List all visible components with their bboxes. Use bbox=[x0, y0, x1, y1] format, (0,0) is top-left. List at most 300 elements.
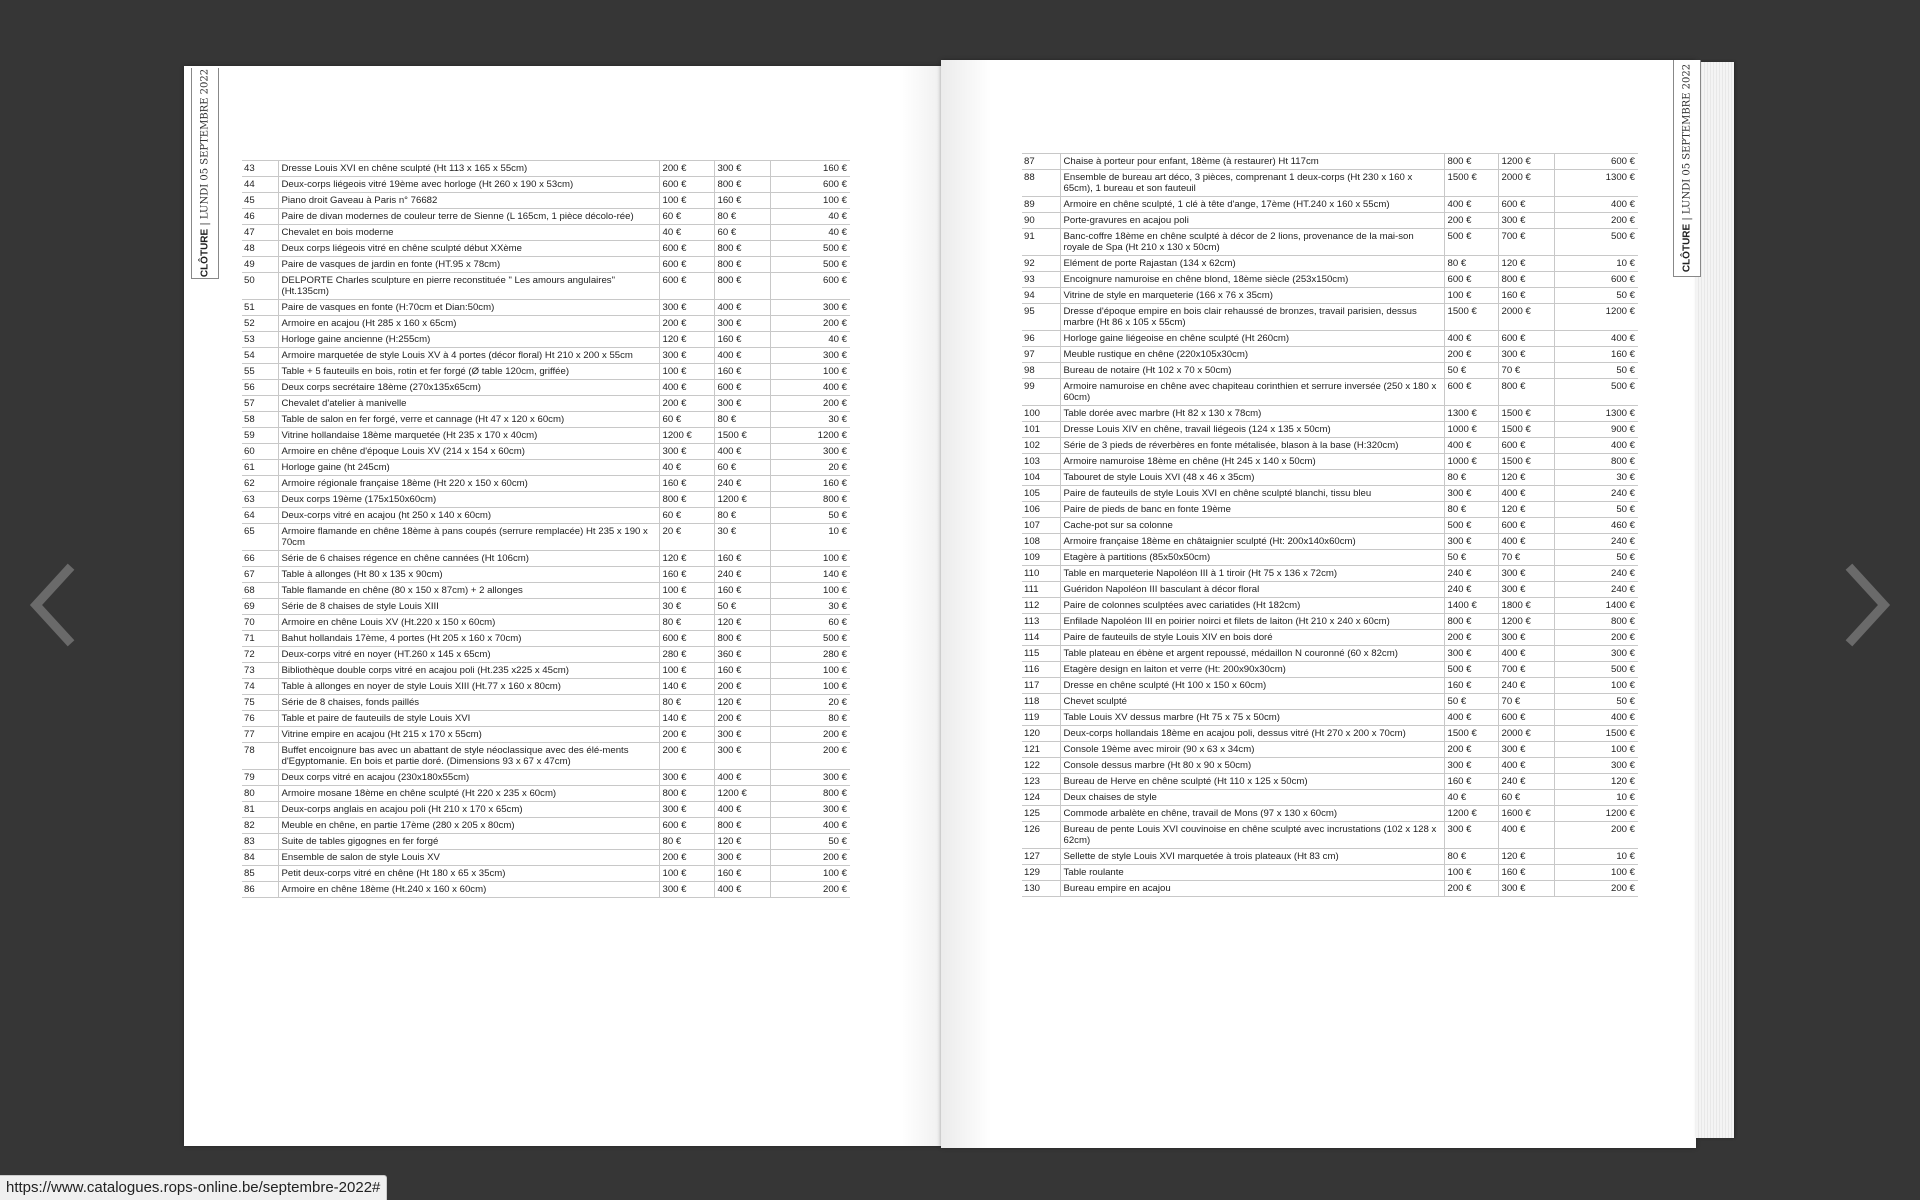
estimate-high: 60 € bbox=[714, 460, 770, 476]
lot-number: 129 bbox=[1022, 865, 1060, 881]
estimate-low: 40 € bbox=[659, 225, 714, 241]
estimate-low: 300 € bbox=[659, 348, 714, 364]
estimate-high: 800 € bbox=[714, 818, 770, 834]
lot-row bbox=[242, 647, 850, 663]
previous-page-button[interactable] bbox=[22, 560, 82, 650]
reserve-price: 600 € bbox=[1554, 154, 1638, 170]
estimate-low: 100 € bbox=[659, 583, 714, 599]
estimate-low: 240 € bbox=[1444, 566, 1498, 582]
lot-description: Armoire en chêne sculpté, 1 clé à tête d'ange, 17ème (HT.240 x 160 x 55cm) bbox=[1060, 197, 1444, 213]
reserve-price: 500 € bbox=[770, 631, 850, 647]
lot-number: 55 bbox=[242, 364, 278, 380]
lot-row bbox=[1022, 256, 1638, 272]
reserve-price: 240 € bbox=[1554, 566, 1638, 582]
estimate-high: 400 € bbox=[1498, 534, 1554, 550]
estimate-low: 300 € bbox=[1444, 822, 1498, 849]
estimate-low: 1400 € bbox=[1444, 598, 1498, 614]
estimate-high: 1200 € bbox=[714, 786, 770, 802]
reserve-price: 1300 € bbox=[1554, 170, 1638, 197]
lot-row bbox=[1022, 710, 1638, 726]
lot-description: Armoire namuroise 18ème en chêne (Ht 245 x 140 x 50cm) bbox=[1060, 454, 1444, 470]
estimate-high: 360 € bbox=[714, 647, 770, 663]
lot-number: 125 bbox=[1022, 806, 1060, 822]
reserve-price: 100 € bbox=[770, 551, 850, 567]
estimate-high: 700 € bbox=[1498, 229, 1554, 256]
estimate-high: 400 € bbox=[1498, 486, 1554, 502]
lot-number: 86 bbox=[242, 882, 278, 898]
lot-description: Armoire en acajou (Ht 285 x 160 x 65cm) bbox=[278, 316, 659, 332]
reserve-price: 50 € bbox=[1554, 288, 1638, 304]
lot-row bbox=[242, 193, 850, 209]
lot-description: Paire de pieds de banc en fonte 19ème bbox=[1060, 502, 1444, 518]
reserve-price: 200 € bbox=[770, 396, 850, 412]
estimate-high: 400 € bbox=[714, 802, 770, 818]
estimate-low: 100 € bbox=[659, 364, 714, 380]
lot-description: Deux corps 19ème (175x150x60cm) bbox=[278, 492, 659, 508]
reserve-price: 600 € bbox=[1554, 272, 1638, 288]
lot-description: Bureau de Herve en chêne sculpté (Ht 110 x 125 x 50cm) bbox=[1060, 774, 1444, 790]
estimate-low: 20 € bbox=[659, 524, 714, 551]
reserve-price: 300 € bbox=[1554, 646, 1638, 662]
estimate-low: 1200 € bbox=[659, 428, 714, 444]
reserve-price: 200 € bbox=[770, 727, 850, 743]
estimate-high: 2000 € bbox=[1498, 304, 1554, 331]
lot-row bbox=[242, 492, 850, 508]
reserve-price: 20 € bbox=[770, 695, 850, 711]
lot-number: 77 bbox=[242, 727, 278, 743]
lot-row bbox=[1022, 170, 1638, 197]
estimate-low: 50 € bbox=[1444, 694, 1498, 710]
lot-description: Dresse Louis XVI en chêne sculpté (Ht 113 x 165 x 55cm) bbox=[278, 161, 659, 177]
reserve-price: 200 € bbox=[770, 316, 850, 332]
estimate-low: 50 € bbox=[1444, 550, 1498, 566]
lot-description: Porte-gravures en acajou poli bbox=[1060, 213, 1444, 229]
page-stack-edge bbox=[1696, 62, 1734, 1138]
estimate-low: 60 € bbox=[659, 508, 714, 524]
reserve-price: 50 € bbox=[1554, 550, 1638, 566]
lot-number: 98 bbox=[1022, 363, 1060, 379]
reserve-price: 50 € bbox=[770, 834, 850, 850]
estimate-high: 200 € bbox=[714, 679, 770, 695]
lot-row bbox=[242, 743, 850, 770]
lot-description: Série de 8 chaises de style Louis XIII bbox=[278, 599, 659, 615]
lot-number: 56 bbox=[242, 380, 278, 396]
estimate-low: 200 € bbox=[659, 396, 714, 412]
estimate-low: 300 € bbox=[1444, 534, 1498, 550]
lot-row bbox=[1022, 758, 1638, 774]
lot-number: 48 bbox=[242, 241, 278, 257]
lot-description: Banc-coffre 18ème en chêne sculpté à décor de 2 lions, provenance de la mai-son royale de Spa (Ht 210 x 130 x 50cm) bbox=[1060, 229, 1444, 256]
estimate-high: 120 € bbox=[1498, 256, 1554, 272]
reserve-price: 40 € bbox=[770, 225, 850, 241]
lot-description: Etagère design en laiton et verre (Ht: 200x90x30cm) bbox=[1060, 662, 1444, 678]
lot-description: Paire de fauteuils de style Louis XVI en chêne sculpté blanchi, tissu bleu bbox=[1060, 486, 1444, 502]
reserve-price: 200 € bbox=[1554, 213, 1638, 229]
reserve-price: 300 € bbox=[770, 444, 850, 460]
lot-number: 82 bbox=[242, 818, 278, 834]
reserve-price: 800 € bbox=[770, 786, 850, 802]
reserve-price: 400 € bbox=[1554, 197, 1638, 213]
lot-row bbox=[242, 364, 850, 380]
estimate-high: 160 € bbox=[714, 193, 770, 209]
lot-row bbox=[242, 412, 850, 428]
reserve-price: 10 € bbox=[1554, 849, 1638, 865]
estimate-high: 800 € bbox=[714, 241, 770, 257]
lot-row bbox=[1022, 534, 1638, 550]
lot-number: 60 bbox=[242, 444, 278, 460]
lot-description: Ensemble de bureau art déco, 3 pièces, comprenant 1 deux-corps (Ht 230 x 160 x 65cm), 1 bureau et son fauteuil bbox=[1060, 170, 1444, 197]
lot-number: 53 bbox=[242, 332, 278, 348]
estimate-high: 300 € bbox=[1498, 566, 1554, 582]
lot-description: Table flamande en chêne (80 x 150 x 87cm) + 2 allonges bbox=[278, 583, 659, 599]
lot-number: 62 bbox=[242, 476, 278, 492]
estimate-high: 1200 € bbox=[1498, 154, 1554, 170]
lot-row bbox=[1022, 678, 1638, 694]
lot-number: 89 bbox=[1022, 197, 1060, 213]
lot-number: 108 bbox=[1022, 534, 1060, 550]
side-tab-left bbox=[191, 68, 219, 279]
estimate-low: 300 € bbox=[659, 300, 714, 316]
lot-description: Table plateau en ébène et argent repoussé, médaillon N couronné (60 x 82cm) bbox=[1060, 646, 1444, 662]
lot-number: 94 bbox=[1022, 288, 1060, 304]
estimate-low: 100 € bbox=[1444, 865, 1498, 881]
estimate-high: 160 € bbox=[714, 866, 770, 882]
lot-description: Deux-corps vitré en acajou (ht 250 x 140 x 60cm) bbox=[278, 508, 659, 524]
estimate-low: 400 € bbox=[1444, 331, 1498, 347]
lot-number: 64 bbox=[242, 508, 278, 524]
lot-row bbox=[1022, 363, 1638, 379]
lot-number: 63 bbox=[242, 492, 278, 508]
estimate-low: 1500 € bbox=[1444, 304, 1498, 331]
lot-number: 52 bbox=[242, 316, 278, 332]
lot-row bbox=[1022, 518, 1638, 534]
estimate-low: 400 € bbox=[1444, 710, 1498, 726]
lot-number: 121 bbox=[1022, 742, 1060, 758]
lot-row bbox=[242, 786, 850, 802]
estimate-low: 200 € bbox=[1444, 213, 1498, 229]
lot-row bbox=[1022, 229, 1638, 256]
lot-row bbox=[242, 631, 850, 647]
lot-number: 96 bbox=[1022, 331, 1060, 347]
lot-description: Vitrine de style en marqueterie (166 x 76 x 35cm) bbox=[1060, 288, 1444, 304]
estimate-low: 400 € bbox=[1444, 197, 1498, 213]
lot-row bbox=[1022, 197, 1638, 213]
reserve-price: 100 € bbox=[1554, 865, 1638, 881]
estimate-high: 160 € bbox=[714, 663, 770, 679]
estimate-high: 1500 € bbox=[1498, 406, 1554, 422]
estimate-low: 800 € bbox=[659, 786, 714, 802]
estimate-high: 300 € bbox=[1498, 881, 1554, 897]
lot-number: 118 bbox=[1022, 694, 1060, 710]
estimate-high: 600 € bbox=[1498, 518, 1554, 534]
lot-description: Console 19ème avec miroir (90 x 63 x 34cm) bbox=[1060, 742, 1444, 758]
estimate-low: 800 € bbox=[1444, 614, 1498, 630]
estimate-low: 100 € bbox=[659, 866, 714, 882]
reserve-price: 500 € bbox=[1554, 379, 1638, 406]
lot-number: 101 bbox=[1022, 422, 1060, 438]
estimate-high: 70 € bbox=[1498, 694, 1554, 710]
lot-row bbox=[242, 663, 850, 679]
lot-description: Bahut hollandais 17ème, 4 portes (Ht 205 x 160 x 70cm) bbox=[278, 631, 659, 647]
estimate-high: 300 € bbox=[1498, 213, 1554, 229]
lot-number: 50 bbox=[242, 273, 278, 300]
reserve-price: 1500 € bbox=[1554, 726, 1638, 742]
estimate-high: 1600 € bbox=[1498, 806, 1554, 822]
lot-number: 127 bbox=[1022, 849, 1060, 865]
lot-row bbox=[242, 257, 850, 273]
lot-number: 111 bbox=[1022, 582, 1060, 598]
estimate-low: 40 € bbox=[1444, 790, 1498, 806]
estimate-low: 600 € bbox=[1444, 379, 1498, 406]
reserve-price: 30 € bbox=[770, 412, 850, 428]
lot-description: Table dorée avec marbre (Ht 82 x 130 x 78cm) bbox=[1060, 406, 1444, 422]
lot-description: Deux corps vitré en acajou (230x180x55cm) bbox=[278, 770, 659, 786]
lot-description: Encoignure namuroise en chêne blond, 18ème siècle (253x150cm) bbox=[1060, 272, 1444, 288]
lot-number: 87 bbox=[1022, 154, 1060, 170]
reserve-price: 50 € bbox=[770, 508, 850, 524]
lot-row bbox=[242, 161, 850, 177]
lot-row bbox=[1022, 694, 1638, 710]
lot-description: Série de 6 chaises régence en chêne cannées (Ht 106cm) bbox=[278, 551, 659, 567]
lot-row bbox=[242, 380, 850, 396]
lot-row bbox=[1022, 646, 1638, 662]
estimate-high: 300 € bbox=[714, 316, 770, 332]
estimate-high: 800 € bbox=[714, 273, 770, 300]
lot-description: Buffet encoignure bas avec un abattant de style néoclassique avec des élé-ments d'Egyptomanie. En bois et partie doré. (Dimensions 93 x 67 x 47cm) bbox=[278, 743, 659, 770]
lot-description: Vitrine empire en acajou (Ht 215 x 170 x 55cm) bbox=[278, 727, 659, 743]
lot-number: 113 bbox=[1022, 614, 1060, 630]
lot-table-left bbox=[242, 160, 850, 898]
status-bar-url: https://www.catalogues.rops-online.be/septembre-2022# bbox=[0, 1175, 387, 1200]
lot-number: 91 bbox=[1022, 229, 1060, 256]
lot-description: Table Louis XV dessus marbre (Ht 75 x 75 x 50cm) bbox=[1060, 710, 1444, 726]
lot-row bbox=[1022, 154, 1638, 170]
lot-row bbox=[1022, 470, 1638, 486]
lot-number: 110 bbox=[1022, 566, 1060, 582]
lot-description: Deux-corps anglais en acajou poli (Ht 210 x 170 x 65cm) bbox=[278, 802, 659, 818]
lot-description: Horloge gaine liégeoise en chêne sculpté (Ht 260cm) bbox=[1060, 331, 1444, 347]
lot-number: 66 bbox=[242, 551, 278, 567]
estimate-low: 600 € bbox=[659, 241, 714, 257]
reserve-price: 500 € bbox=[1554, 229, 1638, 256]
estimate-low: 800 € bbox=[659, 492, 714, 508]
reserve-price: 100 € bbox=[1554, 742, 1638, 758]
lot-description: Paire de divan modernes de couleur terre de Sienne (L 165cm, 1 pièce décolo-rée) bbox=[278, 209, 659, 225]
estimate-high: 300 € bbox=[1498, 630, 1554, 646]
estimate-low: 80 € bbox=[1444, 502, 1498, 518]
estimate-low: 300 € bbox=[659, 802, 714, 818]
lot-number: 106 bbox=[1022, 502, 1060, 518]
reserve-price: 100 € bbox=[1554, 678, 1638, 694]
estimate-low: 400 € bbox=[659, 380, 714, 396]
reserve-price: 200 € bbox=[1554, 822, 1638, 849]
reserve-price: 100 € bbox=[770, 583, 850, 599]
estimate-high: 800 € bbox=[714, 257, 770, 273]
lot-number: 104 bbox=[1022, 470, 1060, 486]
reserve-price: 1400 € bbox=[1554, 598, 1638, 614]
estimate-low: 300 € bbox=[659, 882, 714, 898]
estimate-high: 300 € bbox=[714, 850, 770, 866]
estimate-high: 400 € bbox=[1498, 822, 1554, 849]
estimate-low: 100 € bbox=[1444, 288, 1498, 304]
lot-row bbox=[1022, 849, 1638, 865]
reserve-price: 100 € bbox=[770, 679, 850, 695]
lot-number: 59 bbox=[242, 428, 278, 444]
estimate-high: 60 € bbox=[714, 225, 770, 241]
lot-row bbox=[1022, 288, 1638, 304]
estimate-high: 300 € bbox=[1498, 347, 1554, 363]
lot-number: 57 bbox=[242, 396, 278, 412]
estimate-high: 600 € bbox=[714, 380, 770, 396]
next-page-button[interactable] bbox=[1838, 560, 1898, 650]
estimate-low: 60 € bbox=[659, 412, 714, 428]
lot-row bbox=[1022, 272, 1638, 288]
reserve-price: 400 € bbox=[1554, 331, 1638, 347]
estimate-low: 1200 € bbox=[1444, 806, 1498, 822]
side-tab-right bbox=[1673, 60, 1701, 277]
lot-number: 84 bbox=[242, 850, 278, 866]
estimate-low: 280 € bbox=[659, 647, 714, 663]
reserve-price: 300 € bbox=[770, 770, 850, 786]
estimate-high: 2000 € bbox=[1498, 170, 1554, 197]
reserve-price: 300 € bbox=[770, 300, 850, 316]
lot-number: 65 bbox=[242, 524, 278, 551]
estimate-low: 1000 € bbox=[1444, 422, 1498, 438]
reserve-price: 1200 € bbox=[1554, 806, 1638, 822]
estimate-high: 400 € bbox=[714, 882, 770, 898]
lot-description: Bureau de notaire (Ht 102 x 70 x 50cm) bbox=[1060, 363, 1444, 379]
reserve-price: 30 € bbox=[1554, 470, 1638, 486]
reserve-price: 120 € bbox=[1554, 774, 1638, 790]
lot-description: Série de 8 chaises, fonds paillés bbox=[278, 695, 659, 711]
lot-description: Table en marqueterie Napoléon III à 1 tiroir (Ht 75 x 136 x 72cm) bbox=[1060, 566, 1444, 582]
lot-description: Paire de vasques en fonte (H:70cm et Dian:50cm) bbox=[278, 300, 659, 316]
estimate-high: 600 € bbox=[1498, 438, 1554, 454]
estimate-high: 300 € bbox=[1498, 582, 1554, 598]
lot-description: Elément de porte Rajastan (134 x 62cm) bbox=[1060, 256, 1444, 272]
estimate-low: 120 € bbox=[659, 551, 714, 567]
lot-row bbox=[242, 834, 850, 850]
side-tab-text: CLÔTURE | LUNDI 05 SEPTEMBRE 2022 bbox=[1681, 63, 1693, 273]
estimate-low: 100 € bbox=[659, 663, 714, 679]
lot-description: Table et paire de fauteuils de style Louis XVI bbox=[278, 711, 659, 727]
lot-row bbox=[242, 444, 850, 460]
estimate-low: 600 € bbox=[659, 631, 714, 647]
reserve-price: 1300 € bbox=[1554, 406, 1638, 422]
estimate-low: 80 € bbox=[1444, 256, 1498, 272]
estimate-high: 1500 € bbox=[714, 428, 770, 444]
lot-description: Armoire en chêne 18ème (Ht.240 x 160 x 60cm) bbox=[278, 882, 659, 898]
reserve-price: 30 € bbox=[770, 599, 850, 615]
lot-row bbox=[242, 850, 850, 866]
lot-row bbox=[242, 866, 850, 882]
estimate-low: 500 € bbox=[1444, 229, 1498, 256]
lot-row bbox=[1022, 630, 1638, 646]
estimate-high: 120 € bbox=[1498, 849, 1554, 865]
estimate-high: 240 € bbox=[714, 567, 770, 583]
estimate-low: 160 € bbox=[659, 476, 714, 492]
lot-number: 114 bbox=[1022, 630, 1060, 646]
estimate-high: 120 € bbox=[1498, 502, 1554, 518]
lot-number: 122 bbox=[1022, 758, 1060, 774]
lot-description: Meuble rustique en chêne (220x105x30cm) bbox=[1060, 347, 1444, 363]
lot-row bbox=[1022, 806, 1638, 822]
lot-number: 109 bbox=[1022, 550, 1060, 566]
estimate-low: 200 € bbox=[659, 743, 714, 770]
lot-description: Ensemble de salon de style Louis XV bbox=[278, 850, 659, 866]
reserve-price: 500 € bbox=[770, 257, 850, 273]
reserve-price: 140 € bbox=[770, 567, 850, 583]
lot-row bbox=[1022, 213, 1638, 229]
lot-row bbox=[242, 316, 850, 332]
reserve-price: 460 € bbox=[1554, 518, 1638, 534]
lot-row bbox=[242, 209, 850, 225]
lot-number: 69 bbox=[242, 599, 278, 615]
estimate-low: 140 € bbox=[659, 711, 714, 727]
lot-description: Horloge gaine ancienne (H:255cm) bbox=[278, 332, 659, 348]
lot-number: 124 bbox=[1022, 790, 1060, 806]
reserve-price: 10 € bbox=[770, 524, 850, 551]
lot-number: 85 bbox=[242, 866, 278, 882]
estimate-high: 600 € bbox=[1498, 197, 1554, 213]
reserve-price: 800 € bbox=[1554, 614, 1638, 630]
reserve-price: 400 € bbox=[770, 818, 850, 834]
lot-number: 83 bbox=[242, 834, 278, 850]
lot-row bbox=[242, 818, 850, 834]
lot-number: 54 bbox=[242, 348, 278, 364]
estimate-high: 120 € bbox=[714, 834, 770, 850]
lot-number: 97 bbox=[1022, 347, 1060, 363]
estimate-low: 1500 € bbox=[1444, 170, 1498, 197]
lot-number: 88 bbox=[1022, 170, 1060, 197]
estimate-low: 60 € bbox=[659, 209, 714, 225]
lot-description: Deux-corps hollandais 18ème en acajou poli, dessus vitré (Ht 270 x 200 x 70cm) bbox=[1060, 726, 1444, 742]
lot-row bbox=[242, 524, 850, 551]
reserve-price: 200 € bbox=[1554, 630, 1638, 646]
lot-row bbox=[242, 225, 850, 241]
lot-row bbox=[242, 770, 850, 786]
estimate-low: 80 € bbox=[1444, 470, 1498, 486]
lot-description: Table + 5 fauteuils en bois, rotin et fer forgé (Ø table 120cm, griffée) bbox=[278, 364, 659, 380]
estimate-high: 600 € bbox=[1498, 331, 1554, 347]
estimate-high: 160 € bbox=[714, 364, 770, 380]
lot-row bbox=[1022, 598, 1638, 614]
lot-description: Deux-corps liégeois vitré 19ème avec horloge (Ht 260 x 190 x 53cm) bbox=[278, 177, 659, 193]
estimate-low: 50 € bbox=[1444, 363, 1498, 379]
estimate-high: 300 € bbox=[714, 727, 770, 743]
lot-number: 120 bbox=[1022, 726, 1060, 742]
reserve-price: 600 € bbox=[770, 273, 850, 300]
lot-description: DELPORTE Charles sculpture en pierre reconstituée " Les amours angulaires" (Ht.135cm) bbox=[278, 273, 659, 300]
lot-number: 79 bbox=[242, 770, 278, 786]
lot-number: 43 bbox=[242, 161, 278, 177]
lot-number: 119 bbox=[1022, 710, 1060, 726]
estimate-low: 600 € bbox=[659, 257, 714, 273]
reserve-price: 100 € bbox=[770, 193, 850, 209]
lot-row bbox=[242, 695, 850, 711]
lot-number: 72 bbox=[242, 647, 278, 663]
lot-number: 92 bbox=[1022, 256, 1060, 272]
lot-row bbox=[1022, 502, 1638, 518]
reserve-price: 600 € bbox=[770, 177, 850, 193]
lot-number: 78 bbox=[242, 743, 278, 770]
reserve-price: 200 € bbox=[770, 882, 850, 898]
estimate-low: 40 € bbox=[659, 460, 714, 476]
estimate-high: 800 € bbox=[1498, 272, 1554, 288]
lot-row bbox=[1022, 582, 1638, 598]
lot-number: 95 bbox=[1022, 304, 1060, 331]
lot-row bbox=[1022, 304, 1638, 331]
